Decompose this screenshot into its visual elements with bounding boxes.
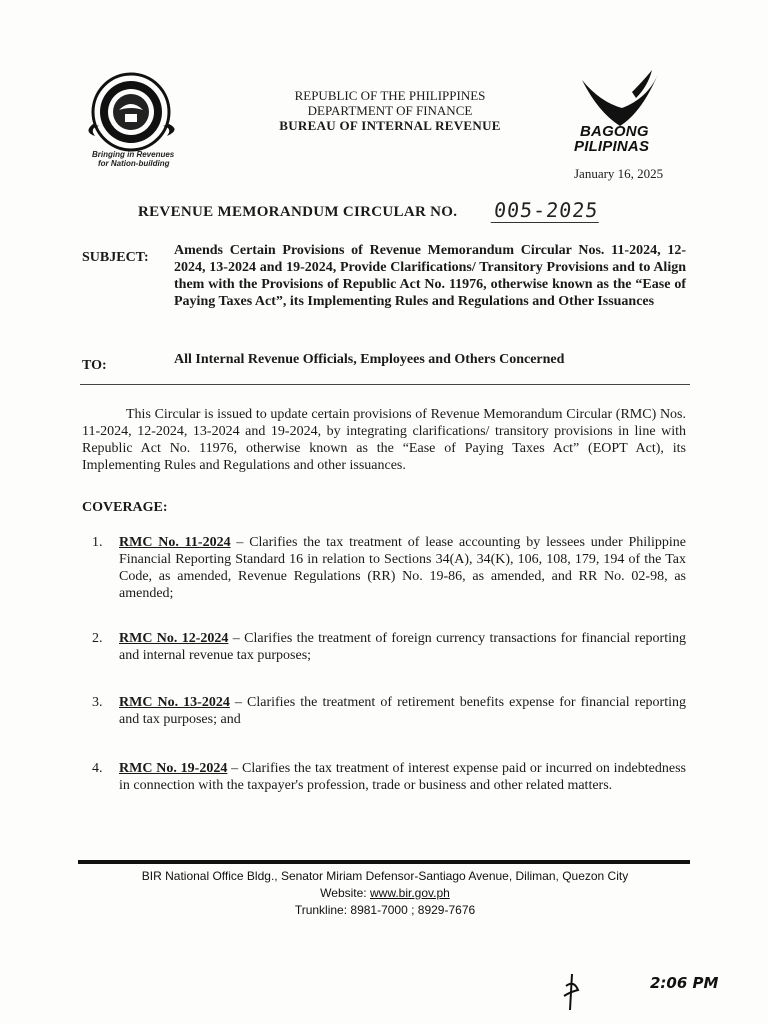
item-reference: RMC No. 11-2024	[119, 535, 231, 550]
document-title: REVENUE MEMORANDUM CIRCULAR NO.	[138, 204, 458, 220]
item-reference: RMC No. 13-2024	[119, 695, 230, 710]
footer-address: BIR National Office Bldg., Senator Miriam Defensor-Santiago Avenue, Diliman, Quezon City	[141, 869, 629, 883]
handwritten-time: 2:06 PM	[650, 974, 719, 992]
bir-seal-icon	[84, 72, 186, 158]
issue-date: January 16, 2025	[574, 166, 664, 181]
coverage-item	[92, 760, 686, 794]
item-text: – Clarifies the treatment of foreign currency transactions for financial reporting and internal revenue tax purposes;	[119, 631, 686, 663]
to-text: All Internal Revenue Officials, Employees and Others Concerned	[174, 352, 565, 367]
item-reference: RMC No. 19-2024	[119, 761, 228, 776]
item-text: – Clarifies the treatment of retirement benefits expense for financial reporting and tax purposes; and	[119, 695, 686, 727]
agency-header	[240, 88, 540, 133]
item-number: 3.	[92, 695, 103, 710]
item-text: – Clarifies the tax treatment of lease accounting by lessees under Philippine Financial Reporting Standard 16 in relation to Sections 34(A), 34(K), 106, 108, 179, 194 of the Tax Code, as amended, Revenue Regulations (RR) No. 19-86, as amended, and RR No. 02-98, as amended;	[119, 535, 687, 601]
item-number: 4.	[92, 761, 103, 776]
subject-text: Amends Certain Provisions of Revenue Memorandum Circular Nos. 11-2024, 12-2024, 13-2024 and 19-2024, Provide Clarifications/ Transitory Provisions and to Align them with the Provisions of Republic Act No. 11976, otherwise known as the “Ease of Paying Taxes Act”, its Implementing Rules and Regulations and Other Issuances	[174, 243, 686, 309]
coverage-item	[92, 630, 686, 664]
coverage-heading: COVERAGE:	[82, 500, 168, 515]
to-label: TO:	[82, 358, 107, 373]
header-bureau: BUREAU OF INTERNAL REVENUE	[279, 118, 501, 133]
intro-paragraph: This Circular is issued to update certain provisions of Revenue Memorandum Circular (RMC) Nos. 11-2024, 12-2024, 13-2024 and 19-2024, by integrating clarifications/ transitory provisions in line with Republic Act No. 11976, otherwise known as the “Ease of Paying Taxes Act” (EOPT Act), its Implementing Rules and Regulations and other issuances.	[82, 407, 686, 473]
coverage-item	[92, 534, 686, 602]
divider	[80, 384, 690, 385]
circular-number: 005-2025	[491, 198, 602, 223]
handwritten-initial-icon	[558, 972, 584, 1012]
header-republic: REPUBLIC OF THE PHILIPPINES	[294, 88, 486, 103]
footer-website: Website: www.bir.gov.ph	[320, 886, 450, 900]
item-text: – Clarifies the tax treatment of interest expense paid or incurred on indebtedness in connection with the taxpayer's profession, trade or business and other related matters.	[119, 761, 686, 793]
item-number: 2.	[92, 631, 103, 646]
footer-bar	[78, 860, 690, 864]
header-department: DEPARTMENT OF FINANCE	[307, 103, 473, 118]
footer-contact	[100, 868, 670, 919]
bagong-pilipinas-wordmark: BAGONG PILIPINAS	[574, 123, 650, 155]
item-number: 1.	[92, 535, 103, 550]
footer-trunkline: Trunkline: 8981-7000 ; 8929-7676	[294, 903, 476, 917]
subject-label: SUBJECT:	[82, 250, 149, 265]
seal-tagline: Bringing in Revenues for Nation-building	[92, 150, 175, 168]
website-link[interactable]: www.bir.gov.ph	[369, 886, 450, 900]
item-reference: RMC No. 12-2024	[119, 631, 229, 646]
coverage-item	[92, 694, 686, 728]
